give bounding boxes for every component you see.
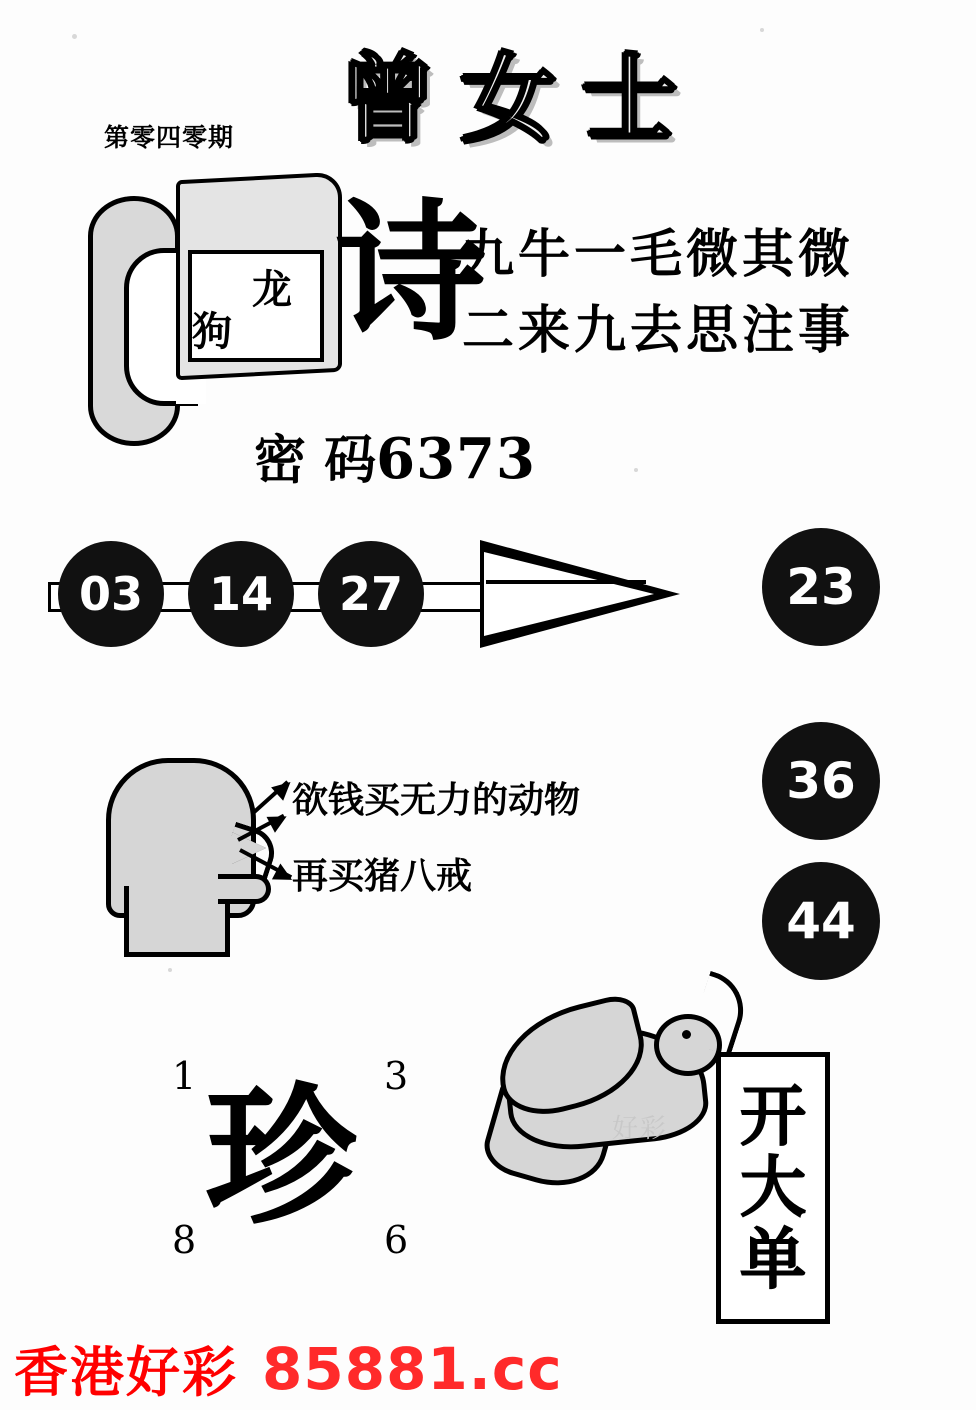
arrow-graphic (40, 520, 680, 668)
zodiac-label-dragon: 龙 (252, 266, 292, 313)
issue-label: 第零四零期 (104, 123, 235, 152)
zodiac-label-dog: 狗 (192, 308, 232, 355)
paper-speck (634, 468, 638, 472)
poem-line-1: 九牛一毛微其微 (462, 224, 855, 285)
secret-code (254, 418, 536, 493)
corner-digit: 8 (172, 1218, 197, 1262)
footer-site-url[interactable]: 85881.cc (262, 1334, 563, 1403)
vertical-banner (716, 1052, 830, 1324)
dove-watermark: 好彩 (612, 1114, 669, 1144)
speech-line-1: 欲钱买无力的动物 (292, 779, 581, 821)
number-ball: 36 (762, 722, 880, 840)
page-title: 曾女士 (340, 44, 704, 155)
banner-char: 大 (740, 1148, 806, 1227)
number-ball: 27 (318, 541, 424, 647)
poem-line-2: 二来九去思注事 (462, 300, 855, 361)
paper-speck (760, 28, 764, 32)
telephone-icon (88, 196, 180, 446)
banner-char: 单 (740, 1219, 806, 1298)
number-ball: 44 (762, 862, 880, 980)
secret-code-value: 6373 (376, 426, 536, 492)
corner-digit: 1 (172, 1054, 197, 1098)
corner-digit: 6 (384, 1218, 409, 1262)
number-ball: 23 (762, 528, 880, 646)
poem-character: 诗 (336, 185, 487, 361)
secret-code-label: 密 码 (254, 430, 377, 491)
corner-digit: 3 (384, 1054, 409, 1098)
footer (14, 1330, 563, 1407)
number-ball: 03 (58, 541, 164, 647)
feature-character: 珍 (206, 1069, 357, 1245)
footer-site-name: 香港好彩 (14, 1340, 238, 1404)
paper-speck (72, 34, 77, 39)
banner-char: 开 (740, 1077, 806, 1156)
speech-line-2: 再买猪八戒 (292, 855, 473, 897)
paper-speck (168, 968, 172, 972)
number-ball: 14 (188, 541, 294, 647)
